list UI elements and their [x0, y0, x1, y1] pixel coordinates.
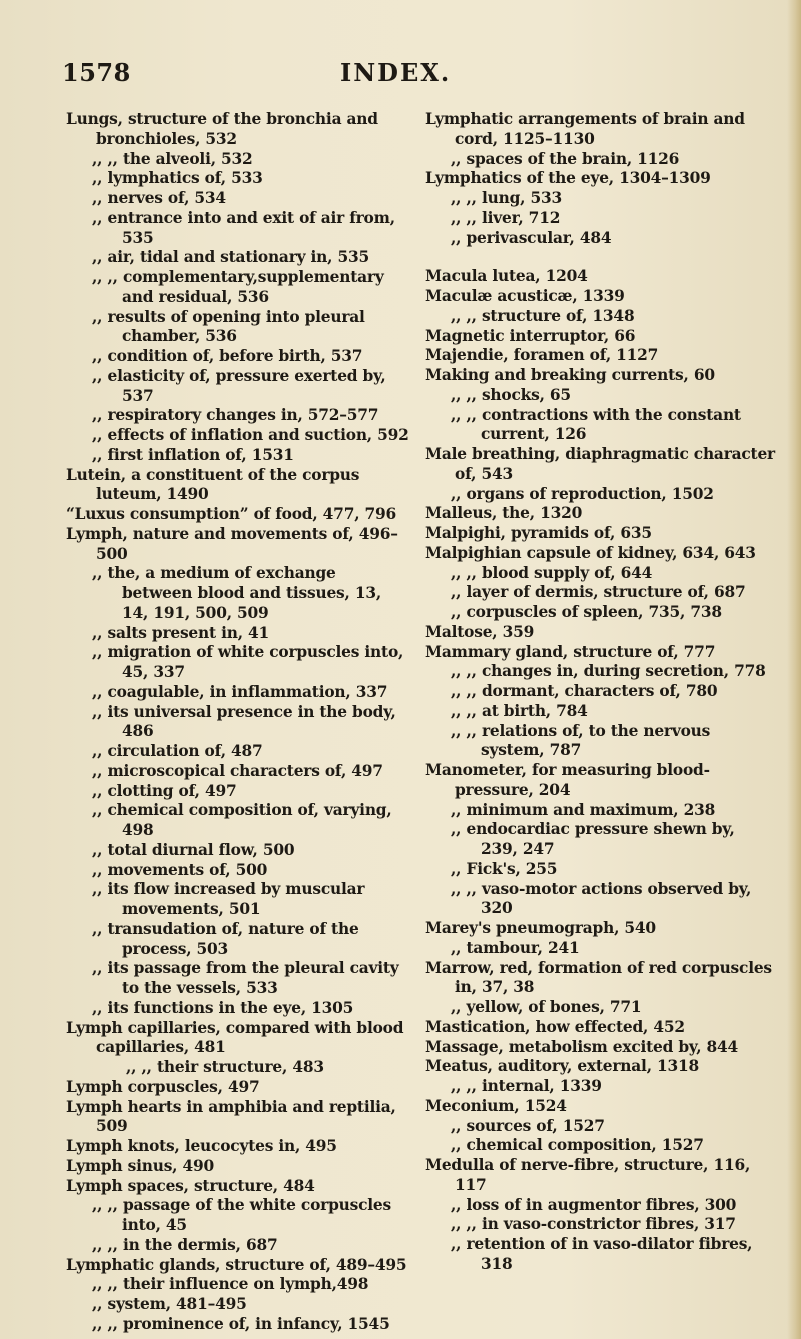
index-entry: ,, system, 481–495 [92, 1295, 247, 1313]
index-entry: ,, salts present in, 41 [92, 623, 270, 642]
index-entry: ,, clotting of, 497 [92, 781, 237, 800]
index-entry: ,, ,, at birth, 784 [451, 701, 588, 720]
index-entry: Lymphatic glands, structure of, 489–495 [66, 1255, 407, 1274]
page-title: INDEX. [340, 58, 452, 87]
index-entry: ,, ,, internal, 1339 [451, 1077, 602, 1095]
index-entry: ,, organs of reproduction, 1502 [451, 484, 714, 503]
index-entry: Maltose, 359 [425, 622, 535, 641]
index-entry: Lymph hearts in amphibia and reptilia, 509 [66, 1097, 396, 1136]
page-edge-shadow [787, 0, 801, 1339]
index-entry: Majendie, foramen of, 1127 [425, 346, 659, 365]
index-entry: ,, ,, their structure, 483 [126, 1058, 324, 1076]
index-entry: Lymph corpuscles, 497 [66, 1077, 260, 1096]
index-entry: ,, ,, passage of the white corpuscles into, 45 [92, 1196, 391, 1234]
index-entry: ,, ,, relations of, to the nervous system, 787 [451, 721, 711, 760]
index-entry: ,, its flow increased by muscular movements, 501 [92, 880, 365, 918]
index-entry: ,, transudation of, nature of the process, 503 [92, 919, 359, 958]
index-entry: ,, ,, structure of, 1348 [451, 306, 635, 325]
index-entry: Magnetic interruptor, 66 [425, 326, 636, 345]
index-entry: ,, entrance into and exit of air from, 535 [92, 208, 395, 247]
index-entry: Medulla of nerve-fibre, structure, 116, 117 [425, 1156, 751, 1194]
page-header [0, 58, 801, 88]
index-entry: ,, ,, shocks, 65 [451, 385, 571, 404]
index-entry: Malpighian capsule of kidney, 634, 643 [425, 543, 756, 562]
index-entry: ,, first inflation of, 1531 [92, 445, 294, 464]
index-entry: Lungs, structure of the bronchia and bronchioles, 532 [66, 110, 378, 148]
index-entry: Lymph sinus, 490 [66, 1156, 215, 1175]
index-entry: Malleus, the, 1320 [425, 504, 583, 523]
index-entry: ,, corpuscles of spleen, 735, 738 [451, 603, 722, 621]
index-entry: ,, endocardiac pressure shewn by, 239, 247 [451, 820, 735, 858]
index-entry: ,, minimum and maximum, 238 [451, 800, 716, 819]
index-entry: ,, sources of, 1527 [451, 1116, 605, 1135]
index-entry: ,, lymphatics of, 533 [92, 169, 263, 188]
index-entry: ,, retention of in vaso-dilator fibres, 318 [451, 1235, 753, 1273]
index-entry: ,, perivascular, 484 [451, 228, 612, 247]
index-entry: ,, layer of dermis, structure of, 687 [451, 583, 746, 602]
index-entry: Maculæ acusticæ, 1339 [425, 287, 625, 305]
index-entry: ,, ,, their influence on lymph,498 [92, 1275, 369, 1294]
index-entry: Meconium, 1524 [425, 1096, 567, 1115]
index-entry: ,, ,, blood supply of, 644 [451, 563, 653, 582]
index-entry: Massage, metabolism excited by, 844 [425, 1037, 739, 1056]
index-entry: ,, yellow, of bones, 771 [451, 998, 642, 1016]
index-entry: ,, ,, vaso-motor actions observed by, 320 [451, 879, 752, 918]
index-entry: ,, effects of inflation and suction, 592 [92, 426, 409, 444]
index-entry: ,, ,, lung, 533 [451, 189, 562, 207]
index-entry: ,, ,, complementary,supplementary and residual, 536 [92, 268, 384, 306]
index-entry: Marey's pneumograph, 540 [425, 919, 656, 937]
index-entry: Lymph, nature and movements of, 496–500 [66, 524, 398, 563]
index-entry: Macula lutea, 1204 [425, 267, 588, 286]
index-column-left [66, 110, 411, 1335]
index-entry: ,, results of opening into pleural chamber, 536 [92, 307, 365, 346]
index-entry: ,, chemical composition, 1527 [451, 1136, 704, 1155]
index-entry: Lymph spaces, structure, 484 [66, 1176, 315, 1195]
index-entry: Lymph capillaries, compared with blood capillaries, 481 [66, 1018, 404, 1057]
index-entry: ,, spaces of the brain, 1126 [451, 149, 680, 168]
index-entry: ,, movements of, 500 [92, 860, 268, 879]
index-entry: ,, chemical composition of, varying, 498 [92, 801, 392, 839]
index-entry: ,, its functions in the eye, 1305 [92, 998, 354, 1017]
index-entry: ,, its universal presence in the body, 486 [92, 702, 396, 741]
index-entry: Lutein, a constituent of the corpus luteum, 1490 [66, 465, 360, 504]
index-entry: ,, ,, dormant, characters of, 780 [451, 682, 718, 700]
index-entry: Mastication, how effected, 452 [425, 1017, 685, 1036]
index-entry: ,, tambour, 241 [451, 938, 580, 957]
index-entry: Manometer, for measuring blood-pressure, 204 [425, 761, 710, 799]
index-entry: ,, coagulable, in inflammation, 337 [92, 682, 388, 701]
index-entry: Marrow, red, formation of red corpuscles in, 37, 38 [425, 958, 772, 997]
index-entry: “Luxus consumption” of food, 477, 796 [66, 505, 397, 523]
index-entry: ,, circulation of, 487 [92, 742, 263, 760]
index-column-right [425, 110, 775, 1275]
index-entry: ,, ,, contractions with the constant current, 126 [451, 405, 741, 444]
index-entry: ,, air, tidal and stationary in, 535 [92, 248, 369, 267]
index-entry: Lymphatics of the eye, 1304–1309 [425, 169, 711, 188]
index-entry: Lymphatic arrangements of brain and cord, 1125–1130 [425, 110, 745, 148]
index-entry: ,, elasticity of, pressure exerted by, 537 [92, 366, 386, 405]
index-entry: ,, ,, in the dermis, 687 [92, 1235, 278, 1254]
index-entry: ,, ,, in vaso-constrictor fibres, 317 [451, 1215, 736, 1234]
index-entry: ,, migration of white corpuscles into, 45, 337 [92, 643, 404, 681]
index-entry: Mammary gland, structure of, 777 [425, 642, 716, 661]
index-entry: ,, total diurnal flow, 500 [92, 840, 295, 859]
index-entry: ,, ,, the alveoli, 532 [92, 149, 253, 168]
index-entry: Meatus, auditory, external, 1318 [425, 1057, 700, 1076]
index-entry: Malpighi, pyramids of, 635 [425, 524, 652, 542]
index-entry: ,, ,, liver, 712 [451, 208, 561, 227]
index-entry: ,, condition of, before birth, 537 [92, 347, 363, 365]
index-entry: Lymph knots, leucocytes in, 495 [66, 1137, 337, 1155]
index-entry: ,, loss of in augmentor fibres, 300 [451, 1195, 737, 1214]
index-entry: Making and breaking currents, 60 [425, 366, 715, 384]
index-entry: ,, ,, prominence of, in infancy, 1545 [92, 1314, 390, 1333]
index-entry: ,, nerves of, 534 [92, 189, 226, 207]
index-entry: ,, Fick's, 255 [451, 859, 558, 878]
index-entry: ,, ,, changes in, during secretion, 778 [451, 662, 766, 681]
index-entry: ,, respiratory changes in, 572–577 [92, 406, 379, 425]
index-entry [425, 248, 775, 267]
index-entry: ,, the, a medium of exchange between blood and tissues, 13, 14, 191, 500, 509 [92, 564, 382, 622]
page-number: 1578 [62, 58, 131, 87]
index-entry: ,, its passage from the pleural cavity to the vessels, 533 [92, 959, 399, 997]
index-entry: Male breathing, diaphragmatic character of, 543 [425, 445, 775, 483]
index-entry: ,, microscopical characters of, 497 [92, 761, 383, 780]
